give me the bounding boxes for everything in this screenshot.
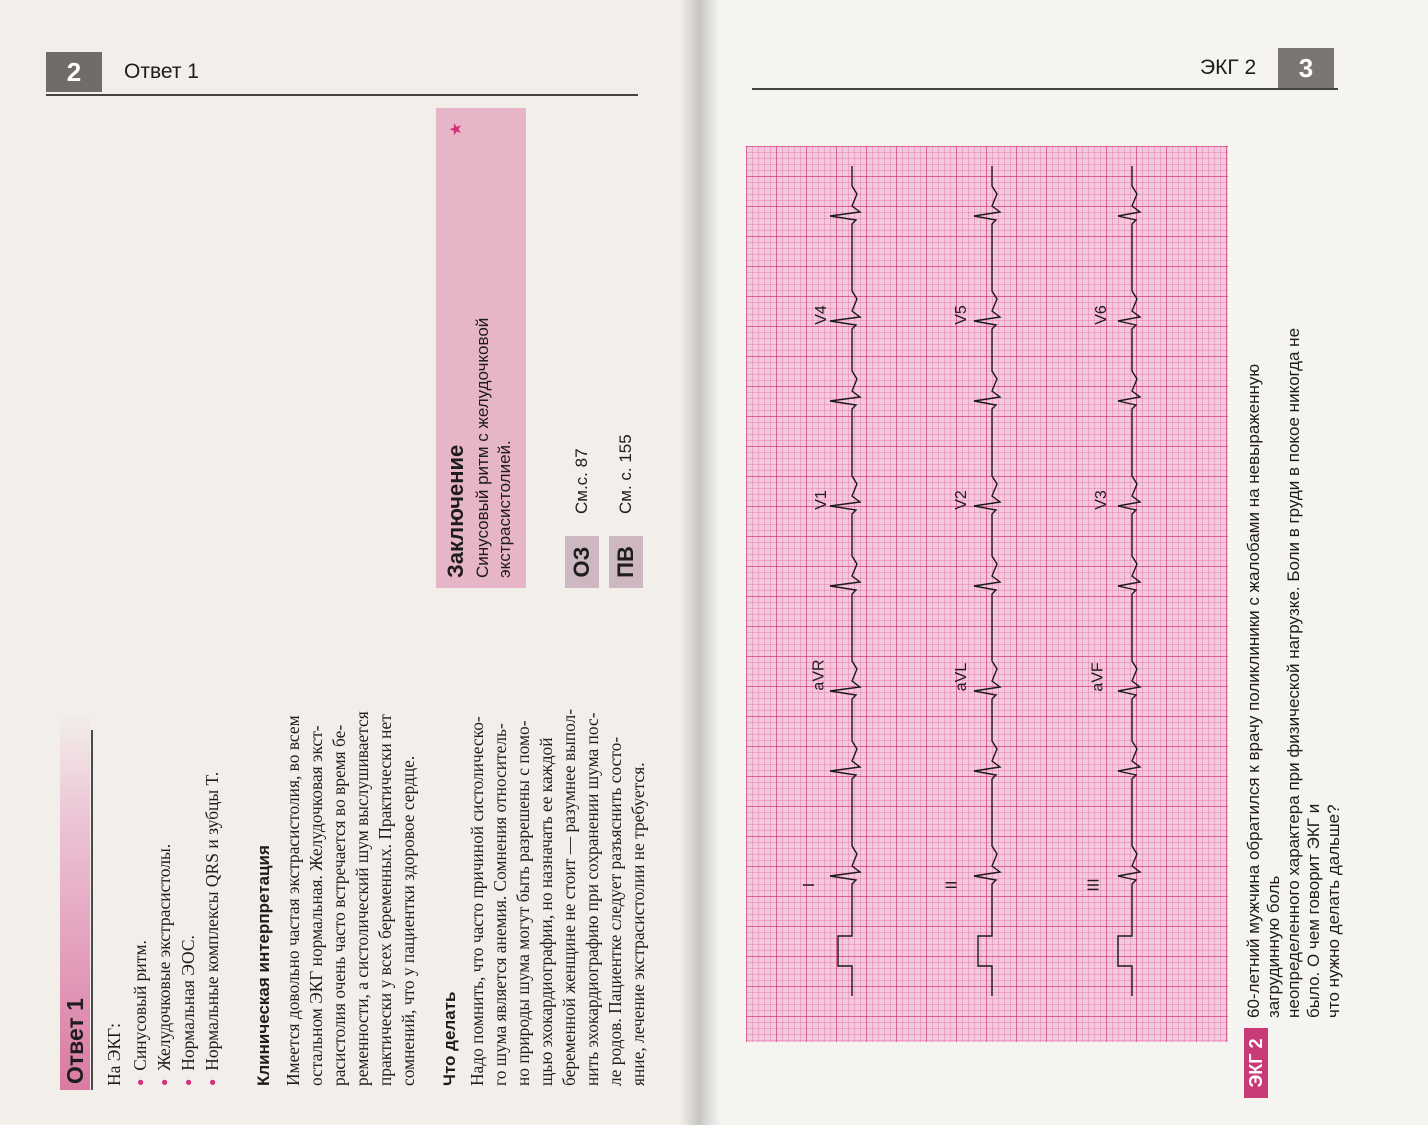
text-line: Синусовый ритм с желудочковой (473, 317, 492, 578)
running-title: Ответ 1 (124, 60, 199, 83)
todo-heading: Что делать (440, 991, 459, 1086)
ecg-panel (746, 146, 1228, 1042)
reference-row (564, 448, 600, 588)
conclusion-text (472, 118, 516, 578)
findings-list (128, 772, 224, 1086)
finding-item: ● Синусовый ритм. (128, 772, 152, 1086)
answer-block (60, 620, 660, 1090)
text-line: но природы шума могут быть разрешены с помо- (513, 720, 533, 1086)
clinical-heading: Клиническая интерпретация (254, 845, 273, 1086)
lead-label: V2 (952, 490, 970, 510)
reference-text: См. с. 155 (616, 434, 635, 514)
lead-label: III (1085, 878, 1103, 892)
text-line: ле родов. Пациентке следует разъяснить состо- (605, 736, 625, 1086)
lead-label: V1 (812, 490, 830, 510)
lead-label: aVL (953, 662, 971, 692)
text-line: расистолия очень часто встречается во время бе- (329, 724, 349, 1086)
lead-label: II (943, 880, 961, 890)
running-title: ЭКГ 2 (1200, 56, 1257, 79)
reference-row (608, 434, 644, 588)
ecg-intro: На ЭКГ: (104, 1023, 124, 1086)
text-line: Надо помнить, что часто причиной систолическо- (467, 716, 487, 1086)
text-line: щью эхокардиографии, но назначать ее каждой (536, 737, 556, 1086)
text-line: что нужно делать дальше? (1324, 804, 1343, 1018)
clinical-paragraph (282, 624, 420, 1086)
ecg-traces (746, 146, 1228, 1042)
reference-text: См.с. 87 (572, 448, 591, 514)
lead-label: V3 (1092, 490, 1110, 510)
page-number: 2 (46, 52, 102, 92)
left-page (0, 0, 700, 1125)
ecg-trace (830, 166, 860, 996)
todo-paragraph (466, 624, 650, 1086)
case-description (1244, 318, 1344, 1018)
answer-rule (91, 730, 93, 1090)
star-icon: ★ (448, 122, 465, 137)
conclusion-box (436, 108, 526, 588)
header-rule (752, 88, 1338, 90)
text-line: 60-летний мужчина обратился к врачу поликлиники с жалобами на невыраженную загрудинную боль (1244, 363, 1283, 1018)
ecg-trace (974, 166, 1000, 996)
conclusion-title: Заключение (443, 444, 468, 578)
conclusion-block (436, 108, 646, 588)
reference-badge: ОЗ (565, 536, 599, 588)
text-line: Имеется довольно частая экстрасистолия, во всем (283, 715, 303, 1086)
finding-item: ● Нормальные комплексы QRS и зубцы T. (200, 772, 224, 1086)
answer-title: Ответ 1 (60, 710, 90, 1090)
lead-label: V6 (1092, 305, 1110, 325)
lead-label: I (801, 882, 819, 888)
reference-badge: ПВ (609, 536, 643, 588)
finding-item: ● Нормальная ЭОС. (176, 772, 200, 1086)
case-caption (1244, 298, 1344, 1098)
text-line: нить эхокардиографию при сохранении шума пос- (582, 712, 602, 1086)
text-line: беременной женщине не стоит — разумнее выпол- (559, 708, 579, 1086)
ecg-case-tag: ЭКГ 2 (1244, 1028, 1268, 1098)
lead-label: aVF (1089, 662, 1107, 692)
finding-item: ● Желудочковые экстрасистолы. (152, 772, 176, 1086)
lead-label: aVR (810, 659, 828, 691)
text-line: остальном ЭКГ нормальная. Желудочковая экст- (306, 725, 326, 1086)
header-rule (46, 94, 638, 96)
ecg-trace (1118, 166, 1140, 996)
text-line: сомнений, что у пациентки здоровое сердце. (398, 755, 418, 1086)
text-line: ременности, а систолический шум выслушивается (352, 711, 372, 1086)
lead-label: V5 (952, 305, 970, 325)
text-line: практически у всех беременных. Практически нет (375, 714, 395, 1086)
lead-label: V4 (812, 305, 830, 325)
text-line: экстрасистолией. (495, 440, 514, 578)
page-number: 3 (1278, 48, 1334, 88)
text-line: яние, лечение экстрасистолии не требуется. (628, 762, 648, 1086)
text-line: го шума является анемия. Сомнения относитель- (490, 723, 510, 1086)
text-line: неопределенного характера при физической нагрузке. Боли в груди в покое никогда не было. О чем говорит ЭКГ и (1284, 327, 1323, 1018)
